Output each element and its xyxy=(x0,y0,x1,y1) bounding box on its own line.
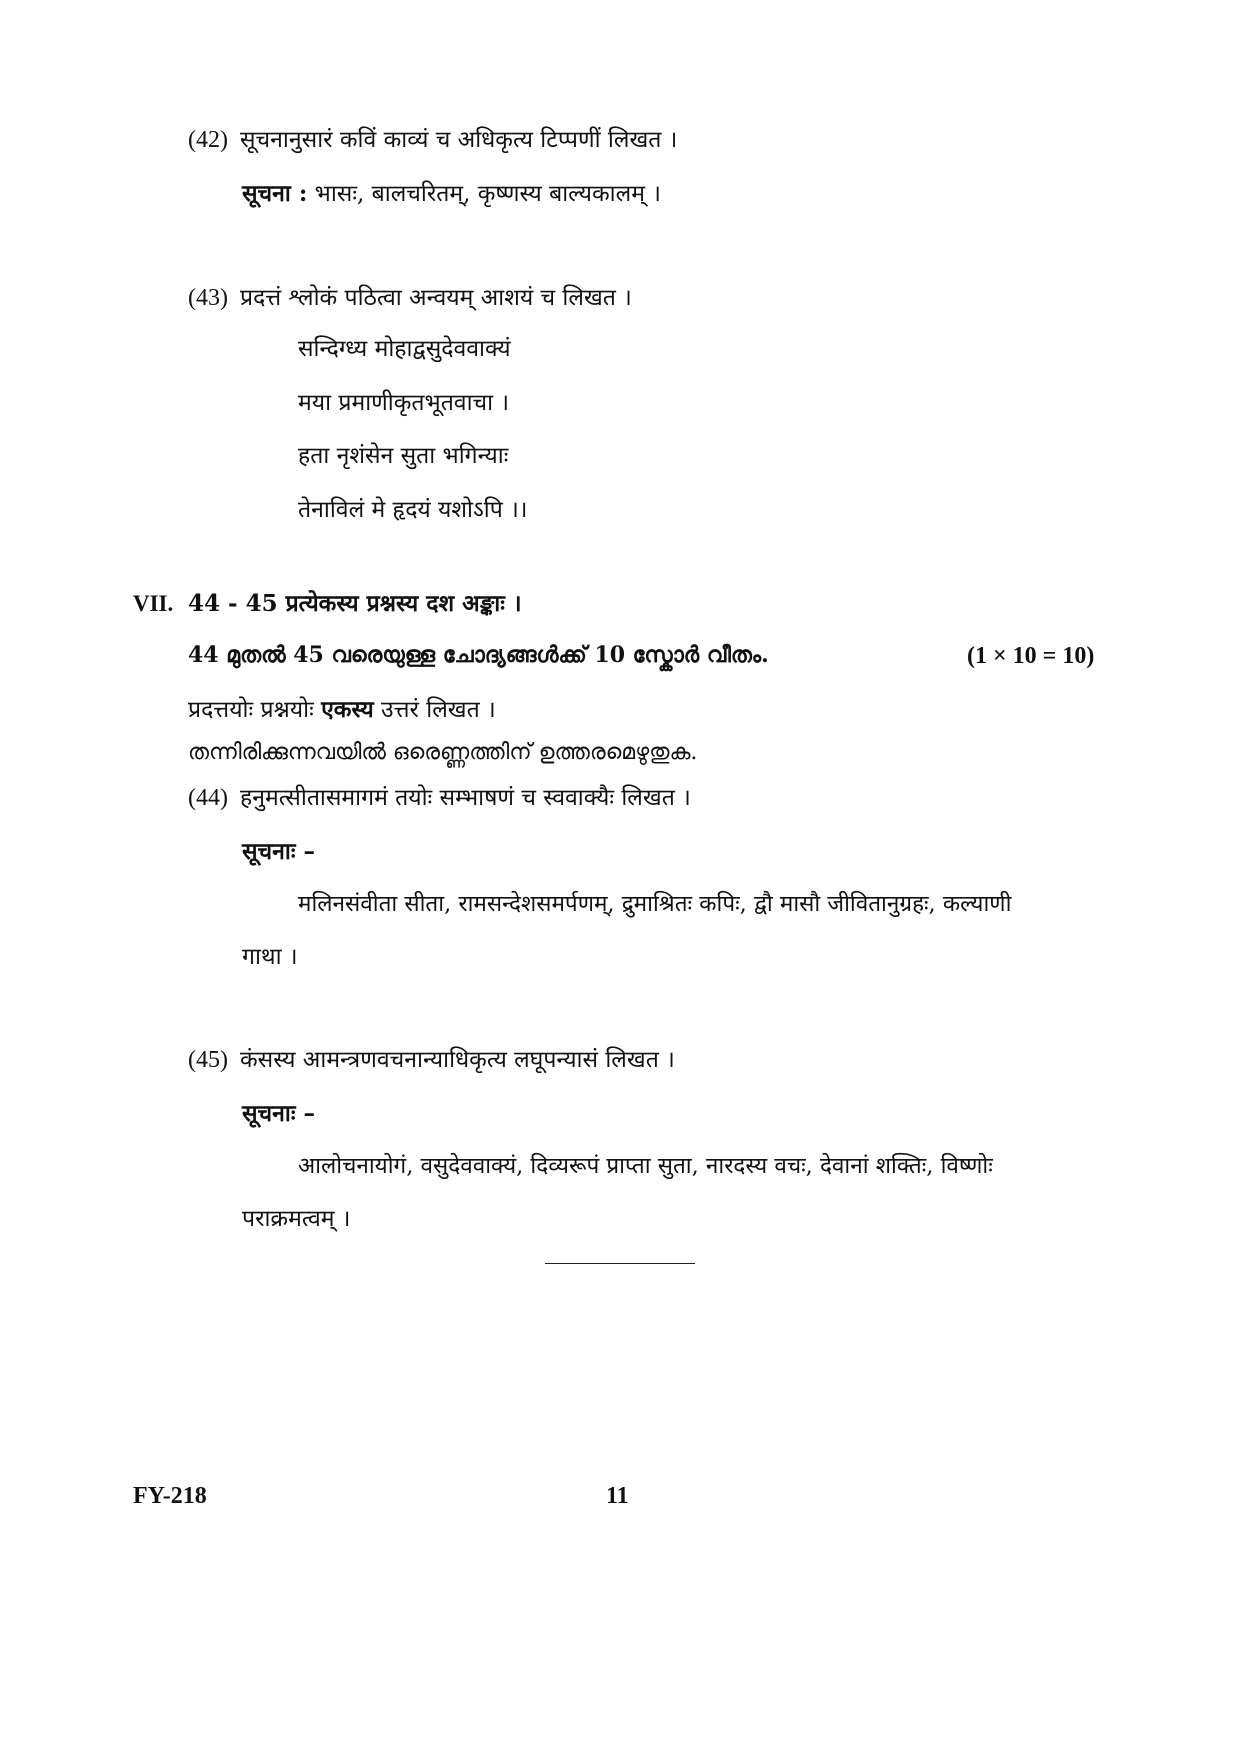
question-text: कंसस्य आमन्त्रणवचनान्याधिकृत्य लघूपन्यासं लिखत । xyxy=(240,1047,675,1073)
hint-line-2: पराक्रमत्वम् । xyxy=(242,1206,351,1232)
question-44 xyxy=(188,784,691,813)
question-42 xyxy=(188,126,677,155)
hint-line-1: मलिनसंवीता सीता, रामसन्देशसमर्पणम्, द्रुमाश्रितः कपिः, द्वौ मासौ जीवितानुग्रहः, कल्याणी xyxy=(298,891,1012,917)
section-title: 44 - 45 प्रत्येकस्य प्रश्नस्य दश अङ्काः । xyxy=(188,590,522,617)
hint-label: सूचना : xyxy=(242,180,308,207)
page-number: 11 xyxy=(606,1483,629,1509)
hint-line-1: आलोचनायोगं, वसुदेववाक्यं, दिव्यरूपं प्राप्ता सुता, नारदस्य वचः, देवानां शक्तिः, विष्णोः xyxy=(298,1153,993,1179)
verse-line-4: तेनाविलं मे हृदयं यशोऽपि ।। xyxy=(298,497,528,523)
question-number: (44) xyxy=(188,785,228,811)
question-number: (43) xyxy=(188,285,228,311)
verse-line-2: मया प्रमाणीकृतभूतवाचा । xyxy=(298,390,510,416)
hint-text: भासः, बालचरितम्, कृष्णस्य बाल्यकालम् । xyxy=(307,181,662,207)
question-42-hint xyxy=(242,180,661,209)
hint-label: सूचनाः – xyxy=(242,1100,316,1127)
section-number: VII. xyxy=(133,591,174,616)
exam-code: FY-218 xyxy=(133,1483,207,1509)
question-text: सूचनानुसारं कविं काव्यं च अधिकृत्य टिप्पणीं लिखत । xyxy=(240,127,678,153)
question-text: हनुमत्सीतासमागमं तयोः सम्भाषणं च स्ववाक्यैः लिखत । xyxy=(240,785,691,811)
section-heading xyxy=(133,590,522,618)
instruction-malayalam: തന്നിരിക്കുന്നവയിൽ ഒരെണ്ണത്തിന് ഉത്തരമെഴുതുക. xyxy=(188,740,698,765)
question-number: (42) xyxy=(188,127,228,153)
verse-line-1: सन्दिग्ध्य मोहाद्वसुदेववाक्यं xyxy=(298,336,511,362)
verse-line-3: हता नृशंसेन सुता भगिन्याः xyxy=(298,443,509,469)
hint-line-2: गाथा । xyxy=(242,944,298,970)
question-43 xyxy=(188,284,632,313)
end-rule xyxy=(545,1263,695,1264)
section-title-malayalam: 44 മുതൽ 45 വരെയുള്ള ചോദ്യങ്ങൾക്ക് 10 സ്കോർ വീതം. xyxy=(188,642,769,668)
instruction-sanskrit: प्रदत्तयोः प्रश्नयोः एकस्य उत्तरं लिखत । xyxy=(188,696,496,723)
question-number: (45) xyxy=(188,1047,228,1073)
question-text: प्रदत्तं श्लोकं पठित्वा अन्वयम् आशयं च लिखत । xyxy=(240,285,632,311)
hint-label: सूचनाः – xyxy=(242,838,316,865)
instruction-emphasis: एकस्य xyxy=(321,696,374,723)
section-marks: (1 × 10 = 10) xyxy=(967,643,1095,669)
question-45 xyxy=(188,1046,675,1075)
